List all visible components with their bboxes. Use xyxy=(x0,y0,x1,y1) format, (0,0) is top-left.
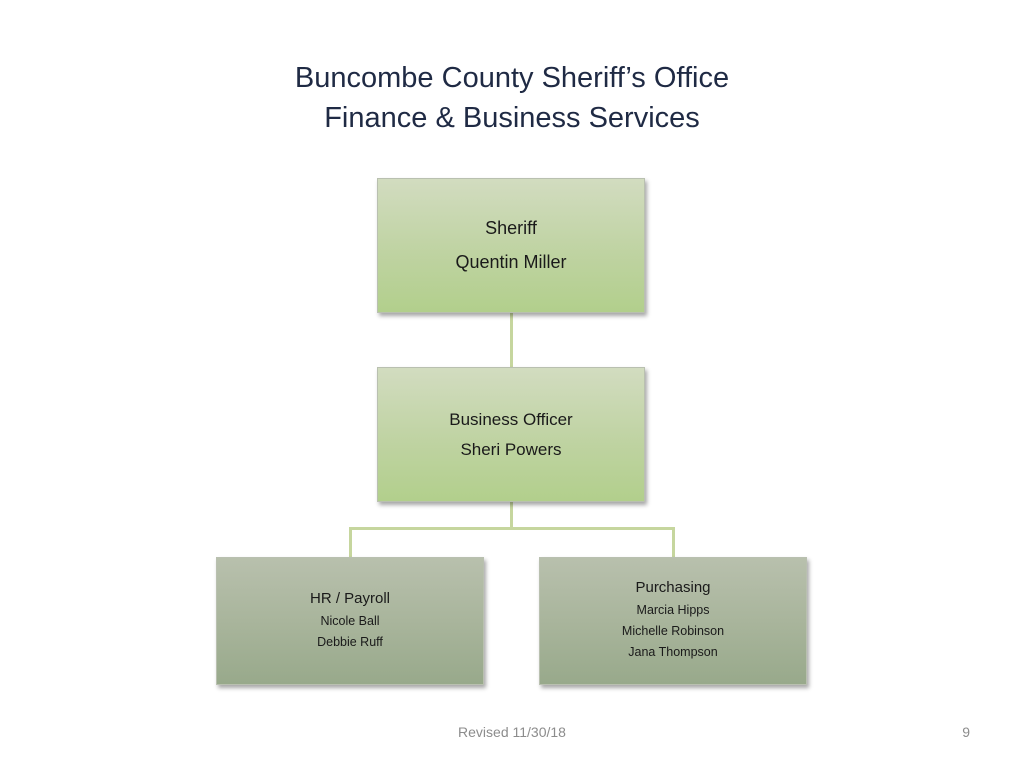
connector-to-hr xyxy=(349,527,352,557)
member-name: Nicole Ball xyxy=(320,614,380,628)
connector-business-down xyxy=(510,502,513,529)
business-officer-role: Business Officer xyxy=(449,410,573,429)
page-title xyxy=(0,58,1024,138)
hr-payroll-box xyxy=(216,557,484,685)
business-officer-box xyxy=(377,367,645,502)
connector-to-purchasing xyxy=(672,527,675,557)
connector-horizontal xyxy=(349,527,675,530)
hr-payroll-role: HR / Payroll xyxy=(309,590,391,607)
member-name: Debbie Ruff xyxy=(317,635,383,649)
title-line-2: Finance & Business Services xyxy=(324,102,700,134)
purchasing-members xyxy=(540,600,806,663)
business-officer-name: Sheri Powers xyxy=(460,440,562,459)
member-name: Jana Thompson xyxy=(628,645,718,659)
purchasing-role: Purchasing xyxy=(635,579,711,596)
member-name: Michelle Robinson xyxy=(621,624,725,638)
sheriff-name: Quentin Miller xyxy=(455,252,567,272)
connector-sheriff-to-business xyxy=(510,313,513,367)
sheriff-role: Sheriff xyxy=(485,218,537,238)
purchasing-box xyxy=(539,557,807,685)
member-name: Marcia Hipps xyxy=(636,603,710,617)
hr-payroll-members xyxy=(217,611,483,653)
page-number: 9 xyxy=(962,724,970,740)
title-line-1: Buncombe County Sheriff’s Office xyxy=(294,62,730,94)
sheriff-box xyxy=(377,178,645,313)
revised-date: Revised 11/30/18 xyxy=(458,724,566,740)
